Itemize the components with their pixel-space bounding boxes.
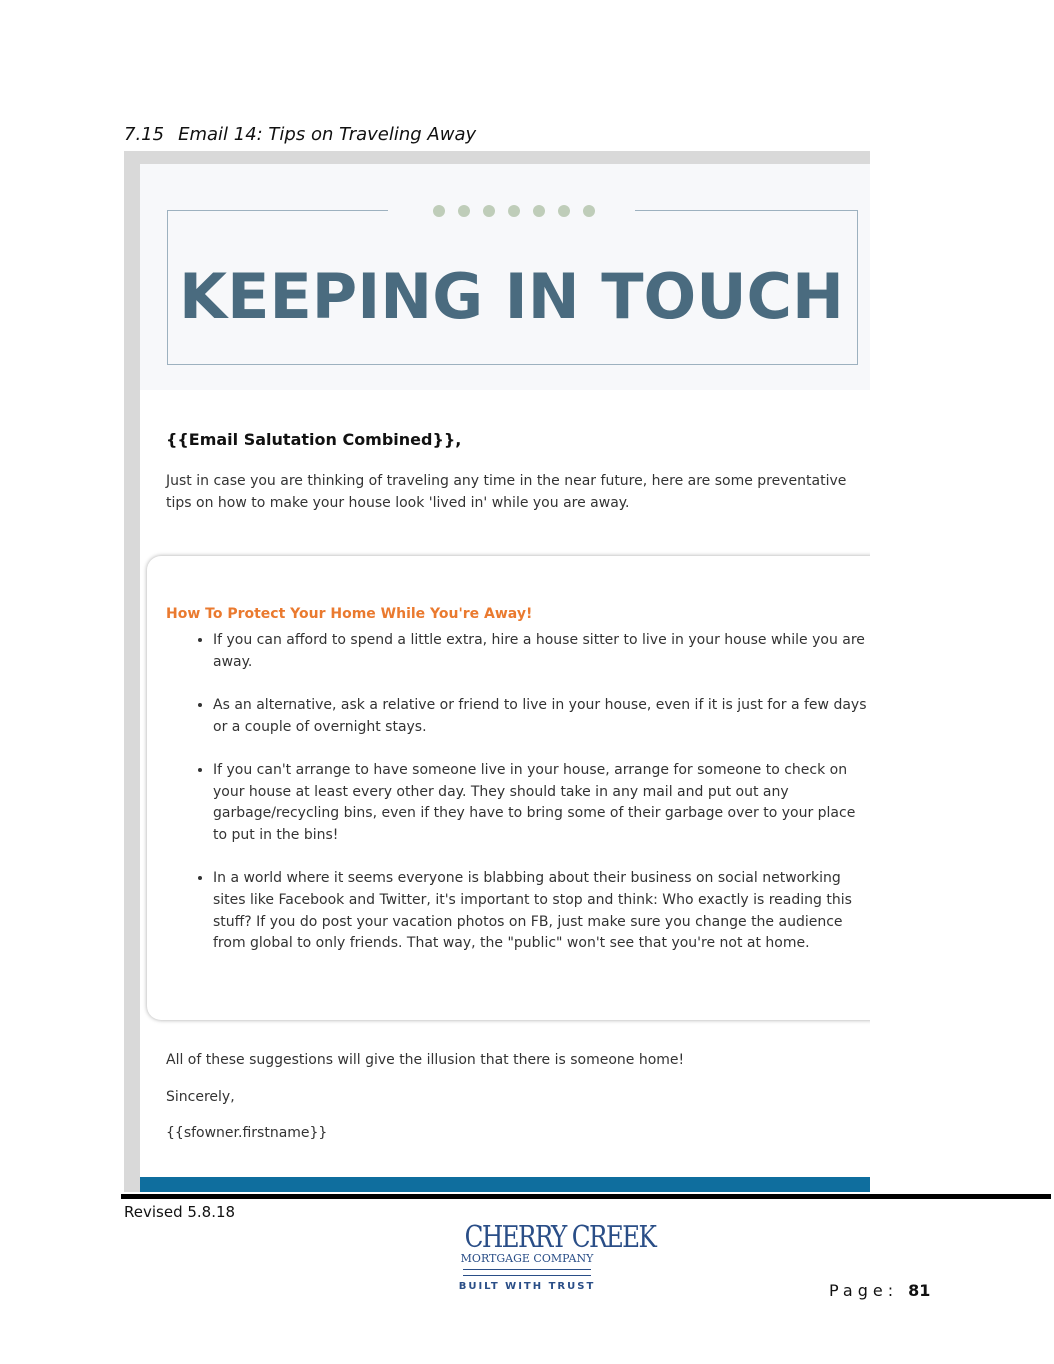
- tips-card: [147, 556, 870, 1020]
- logo-name: CHERRY CREEK: [464, 1220, 656, 1255]
- banner-dot: [533, 205, 545, 217]
- email-body: [140, 164, 870, 1192]
- section-heading: [124, 124, 476, 145]
- banner-title: KEEPING IN TOUCH: [179, 260, 844, 333]
- company-logo: [451, 1220, 656, 1292]
- banner-dot: [433, 205, 445, 217]
- section-number: 7.15: [124, 124, 165, 145]
- page-number: [829, 1281, 930, 1300]
- logo-divider: [463, 1269, 591, 1276]
- banner-frame-top-right: [635, 210, 858, 211]
- banner-dots: [433, 205, 595, 217]
- signature: {{sfowner.firstname}}: [166, 1125, 328, 1141]
- tips-card-title: How To Protect Your Home While You're Away!: [166, 606, 533, 622]
- logo-tagline: BUILT WITH TRUST: [458, 1281, 596, 1292]
- email-screenshot: [124, 151, 870, 1192]
- tips-list: [195, 630, 870, 976]
- page-label: Page:: [829, 1281, 899, 1300]
- banner-dot: [508, 205, 520, 217]
- email-footer-band: [140, 1177, 870, 1192]
- banner-frame-top-left: [167, 210, 388, 211]
- page-footer-rule: [121, 1194, 1051, 1199]
- banner-dot: [483, 205, 495, 217]
- revised-date: Revised 5.8.18: [124, 1203, 236, 1221]
- logo-subtitle: MORTGAGE COMPANY: [460, 1252, 594, 1265]
- banner-dot: [558, 205, 570, 217]
- email-salutation: {{Email Salutation Combined}},: [166, 430, 462, 449]
- tip-item: • In a world where it seems everyone is blabbing about their business on social networking sites like Facebook and Twitter, it's important to stop and think: Who exactly is reading this stuff? If you do post your vacation photos on FB, just make sure you change the audience from global to only friends. That way, the "public" won't see that you're not at home.: [213, 868, 870, 955]
- closing-line: All of these suggestions will give the illusion that there is someone home!: [166, 1052, 685, 1068]
- page-number-value: 81: [908, 1281, 931, 1300]
- email-intro: Just in case you are thinking of traveling any time in the near future, here are some preventative tips on how to make your house look 'lived in' while you are away.: [166, 473, 847, 511]
- banner-dot: [583, 205, 595, 217]
- sign-off: Sincerely,: [166, 1089, 235, 1105]
- email-banner: [140, 164, 870, 390]
- tip-item: • As an alternative, ask a relative or friend to live in your house, even if it is just for a few days or a couple of overnight stays.: [213, 695, 870, 738]
- tip-item: • If you can afford to spend a little extra, hire a house sitter to live in your house while you are away.: [213, 630, 870, 673]
- section-title: Email 14: Tips on Traveling Away: [178, 124, 477, 145]
- tip-item: • If you can't arrange to have someone live in your house, arrange for someone to check on your house at least every other day. They should take in any mail and put out any garbage/recycling bins, even if they have to bring some of their garbage over to your place to put in the bins!: [213, 760, 870, 847]
- banner-dot: [458, 205, 470, 217]
